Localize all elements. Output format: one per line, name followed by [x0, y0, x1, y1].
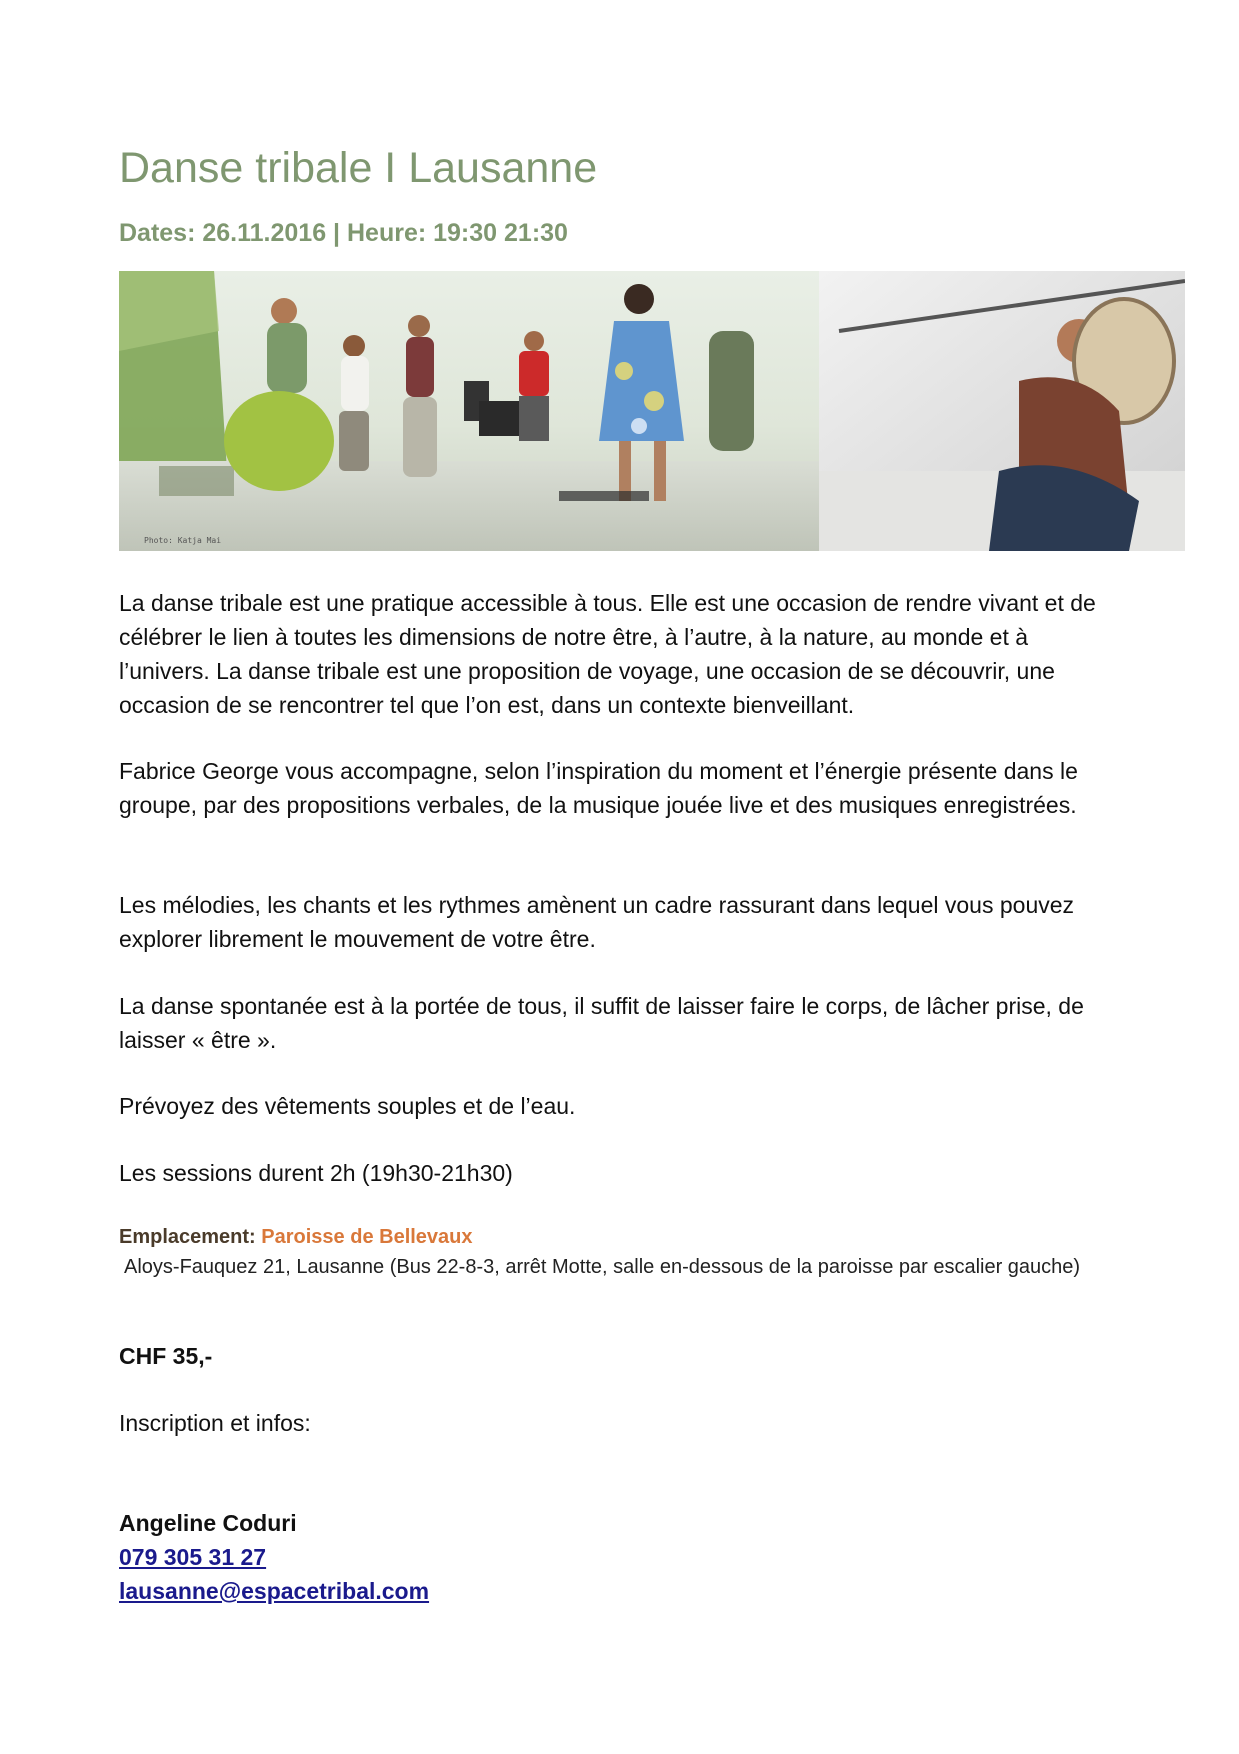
location-block [119, 1222, 1119, 1282]
banner-photo [119, 271, 1185, 551]
banner-illustration [119, 271, 1185, 551]
contact-email-link[interactable]: lausanne@espacetribal.com [119, 1578, 430, 1604]
paragraph-intro: La danse tribale est une pratique accessible à tous. Elle est une occasion de rendre vivant et de célébrer le lien à toutes les dimensions de notre être, à l’autre, à la nature, au monde et à l’univers. La danse tribale est une proposition de voyage, une occasion de se découvrir, une occasion de se rencontrer tel que l’on est, dans un contexte bienveillant. [119, 590, 1096, 718]
paragraph-clothing: Prévoyez des vêtements souples et de l’eau. [119, 1093, 576, 1119]
paragraph-facilitator: Fabrice George vous accompagne, selon l’inspiration du moment et l’énergie présente dans le groupe, par des propositions verbales, de la musique jouée live et des musiques enregistrées. [119, 758, 1078, 818]
paragraph-melodies: Les mélodies, les chants et les rythmes amènent un cadre rassurant dans lequel vous pouvez explorer librement le mouvement de votre être. [119, 892, 1075, 952]
page-title: Danse tribale I Lausanne [119, 144, 598, 192]
paragraph-sessions: Les sessions durent 2h (19h30-21h30) [119, 1160, 513, 1186]
inscription-label: Inscription et infos: [119, 1410, 311, 1436]
contact-name: Angeline Coduri [119, 1510, 297, 1536]
contact-phone-link[interactable]: 079 305 31 27 [119, 1544, 267, 1570]
photo-credit: Photo: Katja Mai [144, 536, 222, 545]
price: CHF 35,- [119, 1343, 213, 1369]
event-dates: Dates: 26.11.2016 | Heure: 19:30 21:30 [119, 219, 568, 247]
venue-link[interactable]: Paroisse de Bellevaux [261, 1226, 473, 1248]
venue-address: Aloys-Fauquez 21, Lausanne (Bus 22-8-3, arrêt Motte, salle en-dessous de la paroisse par escalier gauche) [124, 1256, 1081, 1278]
location-label: Emplacement: [119, 1226, 256, 1248]
paragraph-spontaneous: La danse spontanée est à la portée de tous, il suffit de laisser faire le corps, de lâcher prise, de laisser « être ». [119, 993, 1084, 1053]
